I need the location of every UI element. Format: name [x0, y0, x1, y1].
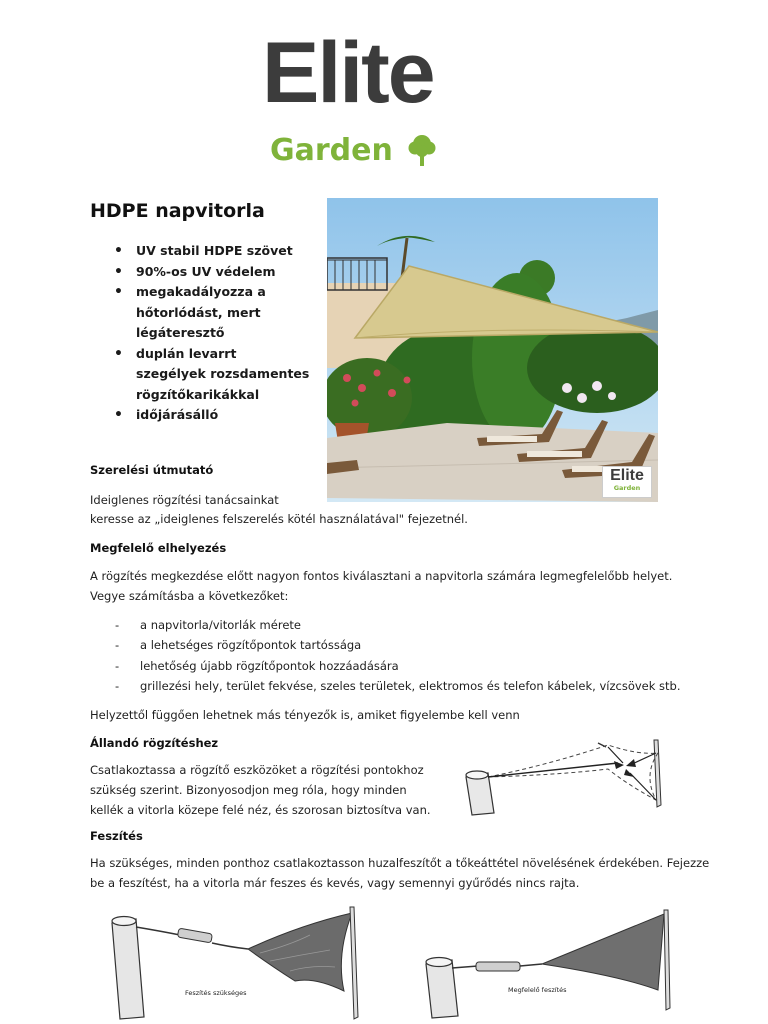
placement-paragraph: A rögzítés megkezdése előtt nagyon fontos kiválasztani a napvitorla számára legmegfelelőbb helyet. Vegye számításba a következőket:: [90, 569, 673, 603]
install-text-line2: keresse az „ideiglenes felszerelés kötél használatával" fejezetnél.: [90, 512, 468, 526]
list-item: - grillezési hely, terület fekvése, szeles területek, elektromos és telefon kábelek, vízcsövek stb.: [115, 676, 715, 696]
page-title: HDPE napvitorla: [90, 200, 265, 222]
section-heading-permanent: Állandó rögzítéshez: [90, 736, 219, 750]
caption-tension-needed: Feszítés szükséges: [185, 989, 247, 997]
feature-item: • UV stabil HDPE szövet: [110, 241, 310, 262]
list-item: - a napvitorla/vitorlák mérete: [115, 615, 715, 635]
photo-badge-sub: Garden: [613, 484, 641, 492]
product-photo: [327, 198, 658, 502]
brand-logo-garden: Garden: [270, 133, 393, 168]
list-item: - a lehetséges rögzítőpontok tartóssága: [115, 635, 715, 655]
fixing-diagram: [458, 735, 673, 817]
caption-proper-tension: Megfelelő feszítés: [508, 986, 567, 994]
permanent-paragraph: Csatlakoztassa a rögzítő eszközöket a rögzítési pontokhoz szükség szerint. Bizonyosodjon meg róla, hogy minden kellék a vitorla közepe felé néz, és szorosan biztosítva van.: [90, 763, 431, 817]
photo-brand-badge: [602, 466, 652, 498]
brand-logo-elite: Elite: [262, 25, 434, 121]
placement-note: Helyzettől függően lehetnek más tényezők is, amiket figyelembe kell venn: [90, 708, 520, 722]
feature-item: • duplán levarrt szegélyek rozsdamentes rögzítőkarikákkal: [110, 344, 310, 406]
proper-tension-diagram: [420, 908, 680, 1020]
tension-paragraph: Ha szükséges, minden ponthoz csatlakoztasson huzalfeszítőt a tőkeáttétel növelésének érdekében. Fejezze be a feszítést, ha a vitorla már feszes és kevés, vagy semennyi gyűrődés nincs rajta.: [90, 856, 710, 890]
section-heading-placement: Megfelelő elhelyezés: [90, 541, 227, 555]
list-item: - lehetőség újabb rögzítőpontok hozzáadására: [115, 656, 715, 676]
feature-item: • 90%-os UV védelem: [110, 262, 310, 283]
install-text-line1: Ideiglenes rögzítési tanácsainkat: [90, 493, 279, 507]
photo-badge-brand: Elite: [610, 467, 644, 484]
consideration-list: [115, 615, 715, 696]
feature-list: [110, 241, 310, 426]
feature-item: • megakadályozza a hőtorlódást, mert légáteresztő: [110, 282, 310, 344]
tension-needed-diagram: [100, 905, 365, 1020]
section-heading-install: Szerelési útmutató: [90, 463, 214, 477]
feature-item: • időjárásálló: [110, 405, 310, 426]
tree-icon: [406, 133, 438, 167]
section-heading-tension: Feszítés: [90, 829, 143, 843]
